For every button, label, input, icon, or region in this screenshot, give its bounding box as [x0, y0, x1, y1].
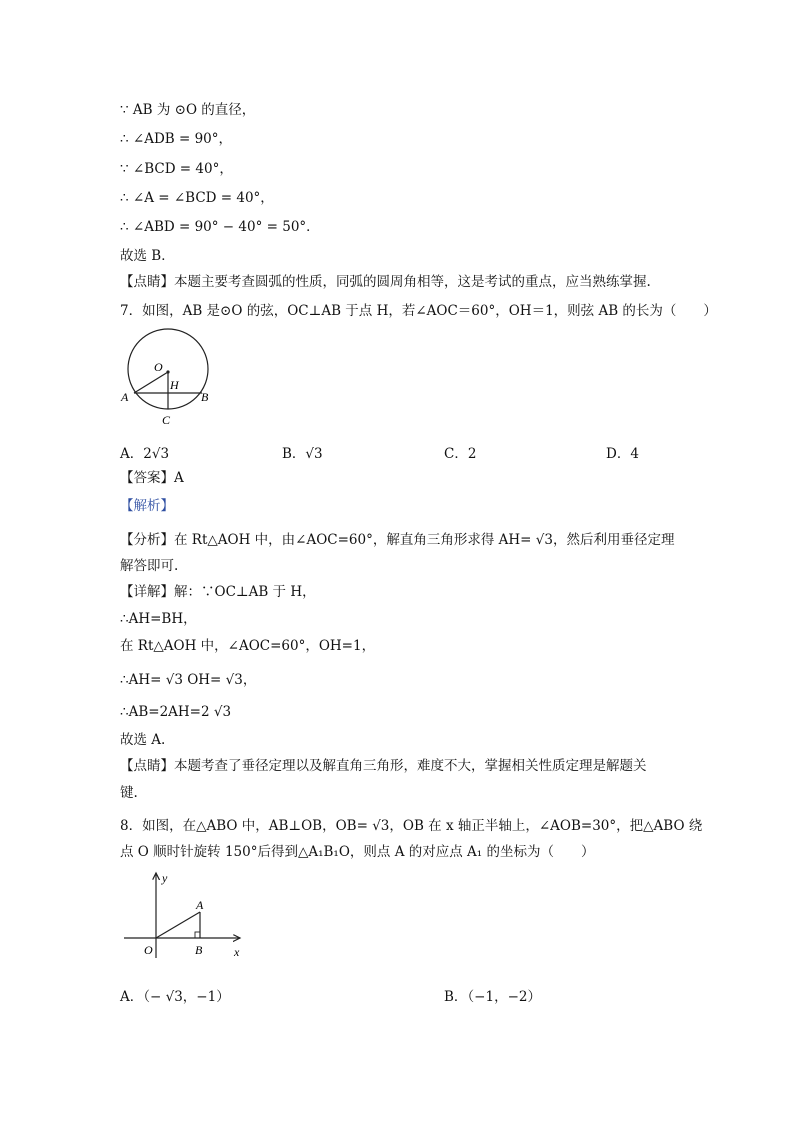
label-B: B [201, 390, 209, 404]
label-A: A [196, 898, 204, 912]
solution-line-4: ∴ ∠A = ∠BCD = 40°， [120, 190, 274, 206]
xiangjie-line: 【详解】解：∵OC⊥AB 于 H， [120, 584, 316, 600]
answer-line: 【答案】A [120, 470, 184, 486]
solution-line-2: ∴ ∠ADB = 90°， [120, 131, 233, 147]
step-1: ∴AH=BH， [120, 611, 197, 627]
q7-option-a: A．2√3 [120, 446, 170, 462]
q7-option-c: C．2 [444, 446, 477, 462]
label-y: y [162, 871, 168, 885]
step-2: 在 Rt△AOH 中，∠AOC=60°，OH=1， [120, 638, 376, 654]
q7-option-b: B．√3 [282, 446, 323, 462]
question-8-stem-line-1: 8．如图，在△ABO 中，AB⊥OB，OB= √3，OB 在 x 轴正半轴上，∠AOB=30°，把△ABO 绕 [120, 818, 703, 834]
fenxi-line-2: 解答即可. [120, 558, 179, 574]
solution-line-5: ∴ ∠ABD = 90° − 40° = 50°． [120, 219, 320, 235]
q7-circle-figure [118, 325, 218, 430]
q8-option-b: B．（−1，−2） [444, 989, 541, 1005]
step-3: ∴AH= √3 OH= √3， [120, 672, 257, 688]
label-B: B [195, 943, 203, 957]
solution-line-1: ∵ AB 为 ⊙O 的直径， [120, 102, 256, 118]
label-H: H [170, 378, 179, 392]
conclusion-line: 故选 B． [120, 248, 175, 264]
q8-option-a: A．（− √3，−1） [120, 989, 230, 1005]
label-O: O [154, 360, 163, 374]
question-7-stem: 7．如图，AB 是⊙O 的弦，OC⊥AB 于点 H，若∠AOC＝60°，OH＝1，则弦 AB 的长为（ ） [120, 303, 717, 319]
step-5: 故选 A. [120, 732, 166, 748]
analysis-header: 【解析】 [120, 498, 174, 514]
label-x: x [234, 945, 240, 959]
dianjing-note-q7-line-1: 【点睛】本题考查了垂径定理以及解直角三角形，难度不大，掌握相关性质定理是解题关 [120, 758, 647, 774]
label-O: O [144, 943, 153, 957]
label-A: A [121, 390, 129, 404]
dianjing-note-q6: 【点睛】本题主要考查圆弧的性质，同弧的圆周角相等，这是考试的重点，应当熟练掌握. [120, 274, 651, 290]
dianjing-note-q7-line-2: 键. [120, 785, 138, 801]
question-8-stem-line-2: 点 O 顺时针旋转 150°后得到△A₁B₁O，则点 A 的对应点 A₁ 的坐标为（ ） [120, 844, 595, 860]
label-C: C [162, 413, 171, 427]
q8-coordinate-figure [118, 868, 248, 963]
fenxi-line-1: 【分析】在 Rt△AOH 中，由∠AOC=60°，解直角三角形求得 AH= √3，然后利用垂径定理 [120, 532, 675, 548]
step-4: ∴AB=2AH=2 √3 [120, 704, 232, 720]
solution-line-3: ∵ ∠BCD = 40°， [120, 161, 233, 177]
q7-option-d: D．4 [606, 446, 639, 462]
